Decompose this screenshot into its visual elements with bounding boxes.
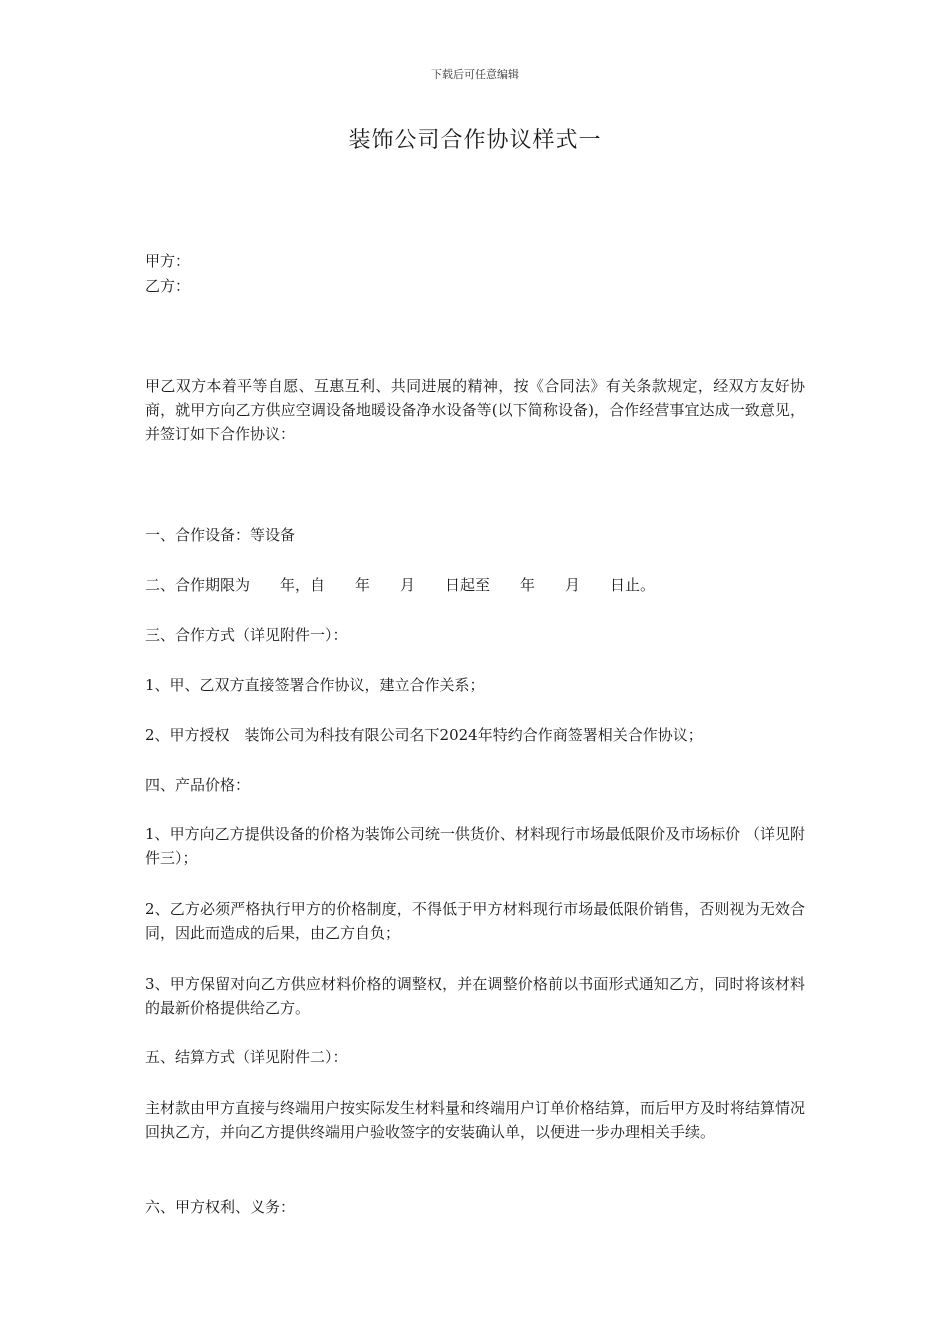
section-3-item-2: 2、甲方授权 装饰公司为科技有限公司名下2024年特约合作商签署相关合作协议；: [145, 726, 703, 744]
section-4-heading: 四、产品价格：: [145, 776, 251, 794]
party-a-label: 甲方：: [145, 252, 191, 270]
section-1-equipment: 一、合作设备：等设备: [145, 526, 296, 544]
section-4-item-3: 3、甲方保留对向乙方供应材料价格的调整权，并在调整价格前以书面形式通知乙方，同时将该材料的最新价格提供给乙方。: [145, 975, 805, 1017]
section-5-heading: 五、结算方式（详见附件二）：: [145, 1048, 348, 1066]
section-6-heading: 六、甲方权利、义务：: [145, 1198, 296, 1216]
section-3-item-1: 1、甲、乙双方直接签署合作协议，建立合作关系；: [145, 676, 485, 694]
section-4-item-1: 1、甲方向乙方提供设备的价格为装饰公司统一供货价、材料现行市场最低限价及市场标价 （详见附件三）；: [145, 825, 805, 867]
section-5-body: 主材款由甲方直接与终端用户按实际发生材料量和终端用户订单价格结算，而后甲方及时将结算情况回执乙方，并向乙方提供终端用户验收签字的安装确认单，以便进一步办理相关手续。: [145, 1099, 806, 1141]
section-2-term: 二、合作期限为 年，自 年 月 日起至 年 月 日止。: [145, 576, 656, 594]
document-title: 装饰公司合作协议样式一: [348, 128, 602, 153]
header-note: 下载后可任意编辑: [431, 68, 519, 81]
party-b-label: 乙方：: [145, 277, 191, 295]
section-3-heading: 三、合作方式（详见附件一）：: [145, 626, 348, 644]
intro-paragraph: 甲乙双方本着平等自愿、互惠互利、共同进展的精神，按《合同法》有关条款规定，经双方友好协商，就甲方向乙方供应空调设备地暖设备净水设备等(以下简称设备)，合作经营事宜达成一致意见，并签订如下合作协议：: [145, 377, 805, 443]
section-4-item-2: 2、乙方必须严格执行甲方的价格制度，不得低于甲方材料现行市场最低限价销售，否则视为无效合同，因此而造成的后果，由乙方自负；: [145, 900, 805, 942]
